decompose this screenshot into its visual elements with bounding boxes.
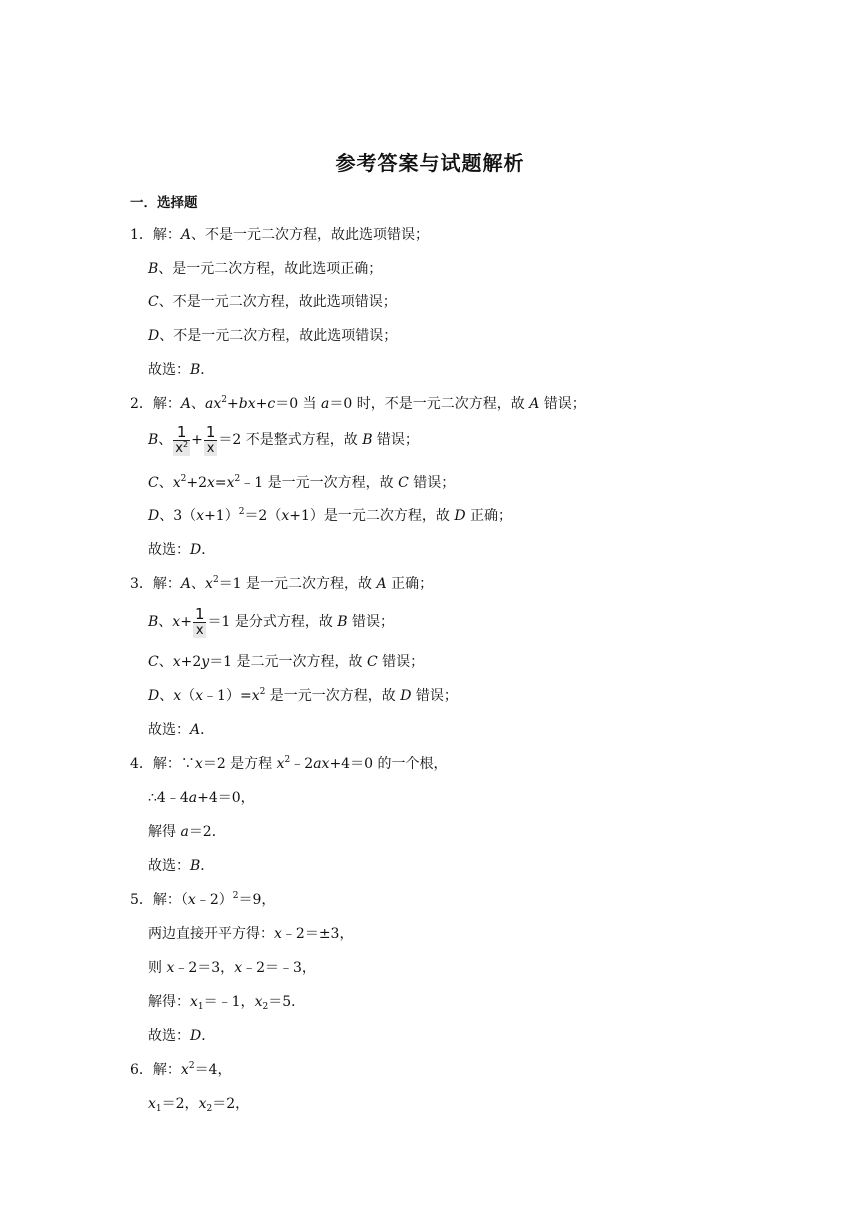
q5-line-1: 5．解：（x﹣2）$^2$＝9， (130, 891, 276, 908)
q2-line-3: C、$x^2+2x=x^2﹣1$ 是一元一次方程，故 C 错误； (148, 474, 456, 491)
q1-line-2: B、是一元二次方程，故此选项正确； (148, 261, 383, 277)
q1-line-3: C、不是一元二次方程，故此选项错误； (148, 294, 397, 310)
q3-line-3: C、x+2y＝1 是二元一次方程，故 C 错误； (148, 654, 425, 670)
q2-answer: 故选：D． (148, 542, 216, 558)
q3-line-1: 3．解：A、$x^2=1$ 是一元二次方程，故 A 正确； (130, 575, 434, 592)
q3-answer: 故选：A． (148, 722, 215, 738)
fraction-1-over-x: $\frac{1}{x}$ (194, 605, 205, 638)
q5-line-4: 解得：$x_1=﹣1$，$x_2=5$． (148, 994, 306, 1012)
page-title: 参考答案与试题解析 (335, 151, 525, 175)
q4-line-1: 4．解：∵x＝2 是方程 $x^2﹣2ax+4=0$ 的一个根， (130, 755, 448, 772)
q6-line-2: $x_1=2$，$x_2=2$， (148, 1096, 250, 1114)
q5-answer: 故选：D． (148, 1028, 216, 1044)
section-heading: 一．选择题 (130, 195, 198, 211)
q2-line-2: B、 $\frac{1}{x^2}$ + $\frac{1}{x}$ ＝2 不是整式方程，故 B 错误； (148, 423, 419, 456)
q5-line-3: 则 x﹣2＝3，x﹣2＝﹣3， (148, 960, 316, 976)
q5-line-2: 两边直接开平方得：x﹣2＝±3， (148, 926, 354, 942)
q2-line-1: 2．解：A、$ax^2+bx+c=0$ 当 a＝0 时，不是一元二次方程，故 A 错误； (130, 395, 586, 412)
q1-answer: 故选：B． (148, 362, 215, 378)
q4-line-2: ∴4﹣4a+4＝0， (148, 790, 255, 806)
q3-line-4: D、$x(x﹣1)=x^2$ 是一元一次方程，故 D 错误； (148, 687, 458, 704)
q1-line-4: D、不是一元二次方程，故此选项错误； (148, 328, 398, 344)
fraction-1-over-x: $\frac{1}{x}$ (205, 423, 216, 456)
q3-line-2: B、x+ $\frac{1}{x}$ ＝1 是分式方程，故 B 错误； (148, 605, 395, 638)
q2-line-4: D、$3(x+1)^2=2(x+1)$是一元二次方程，故 D 正确； (148, 507, 513, 524)
q4-answer: 故选：B． (148, 858, 215, 874)
q1-line-1: 1．解：A、不是一元二次方程，故此选项错误； (130, 227, 430, 243)
fraction-1-over-x-squared: $\frac{1}{x^2}$ (175, 423, 189, 456)
q4-line-3: 解得 a＝2． (148, 824, 226, 840)
q6-line-1: 6．解：$x^2=4$， (130, 1061, 232, 1078)
